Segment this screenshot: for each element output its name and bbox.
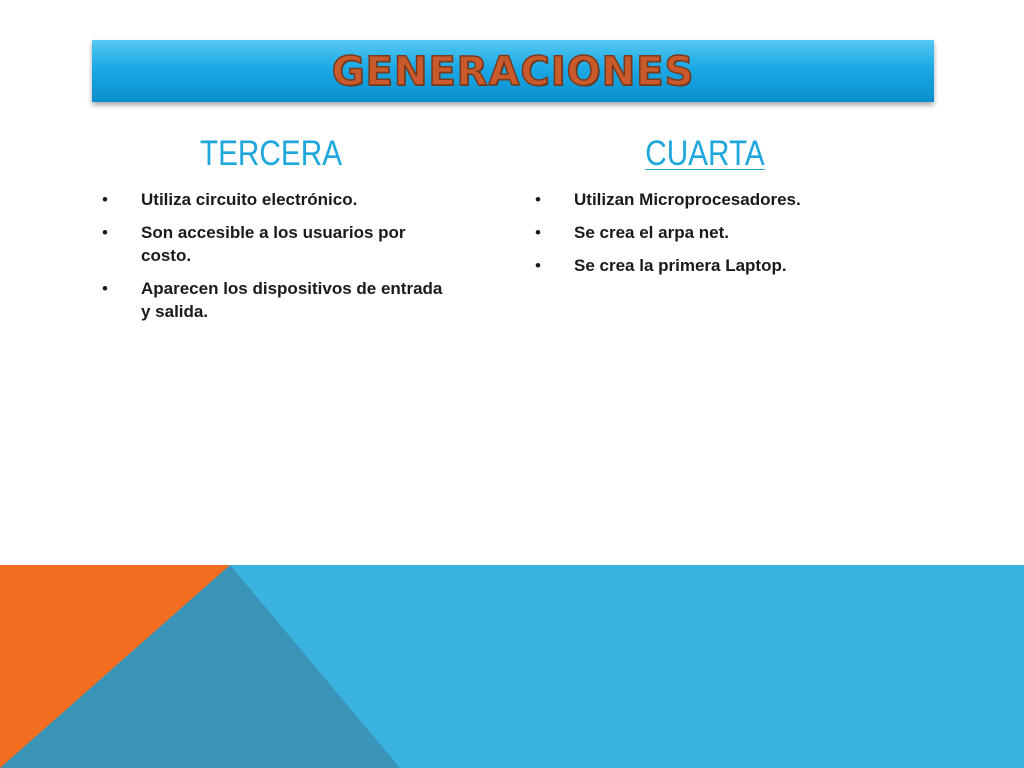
bullet-icon: • bbox=[102, 190, 108, 209]
bullet-icon: • bbox=[535, 223, 541, 242]
bullet-text: Se crea el arpa net. bbox=[574, 223, 729, 242]
slide-title: GENERACIONES bbox=[331, 49, 695, 95]
bullet-text: Utiliza circuito electrónico. bbox=[141, 190, 358, 209]
bullet-icon: • bbox=[102, 223, 108, 242]
bullet-text: Utilizan Microprocesadores. bbox=[574, 190, 801, 209]
title-banner bbox=[92, 40, 934, 102]
column-heading-cuarta[interactable]: CUARTA bbox=[645, 134, 765, 173]
footer-decoration bbox=[0, 565, 1024, 768]
list-item bbox=[533, 254, 863, 277]
list-item bbox=[100, 221, 445, 267]
list-item bbox=[533, 221, 863, 244]
bullet-text: Se crea la primera Laptop. bbox=[574, 256, 787, 275]
bullet-text: Aparecen los dispositivos de entrada y salida. bbox=[141, 279, 443, 321]
column-heading-tercera: TERCERA bbox=[199, 134, 343, 173]
list-item bbox=[100, 277, 445, 323]
bullet-list-tercera bbox=[100, 188, 445, 333]
list-item bbox=[533, 188, 863, 211]
bullet-icon: • bbox=[102, 279, 108, 298]
list-item bbox=[100, 188, 445, 211]
bullet-list-cuarta bbox=[533, 188, 863, 287]
bullet-text: Son accesible a los usuarios por costo. bbox=[141, 223, 406, 265]
bullet-icon: • bbox=[535, 256, 541, 275]
bullet-icon: • bbox=[535, 190, 541, 209]
